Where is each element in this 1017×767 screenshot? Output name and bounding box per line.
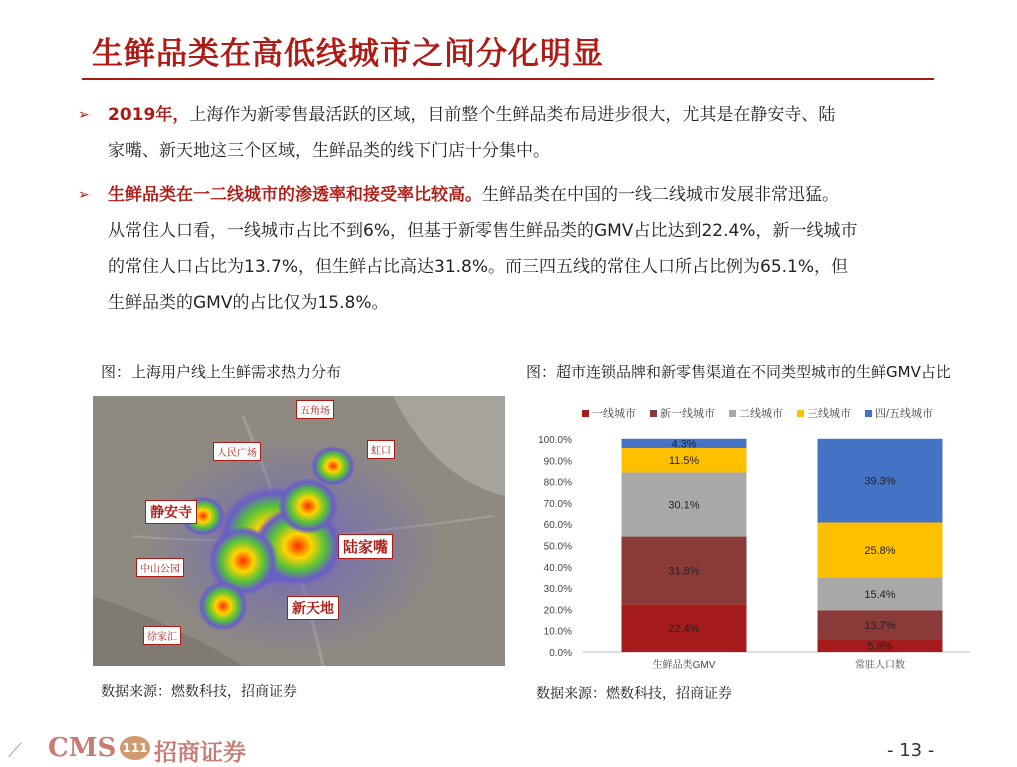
map-label-jingansi: 静安寺 xyxy=(145,500,197,524)
corner-decoration-icon: ⟋ xyxy=(8,738,22,762)
chart-svg xyxy=(530,395,990,677)
bullet-1 xyxy=(78,97,978,169)
data-label-1-4: 39.3% xyxy=(864,475,896,488)
bullet-arrow-icon: ➢ xyxy=(78,107,90,123)
y-tick-label: 40.0% xyxy=(543,562,572,574)
data-label-0-1: 31.8% xyxy=(668,565,700,578)
legend-swatch-4 xyxy=(865,410,872,417)
bullet-1-highlight: 2019年， xyxy=(108,105,190,125)
title-divider xyxy=(82,78,934,80)
bullet-2 xyxy=(78,177,978,321)
page-number: - 13 - xyxy=(887,740,935,761)
bullet-arrow-icon: ➢ xyxy=(78,187,90,203)
legend-label-2: 二线城市 xyxy=(739,408,783,420)
data-label-1-3: 25.8% xyxy=(864,544,896,557)
map-label-wujiaochang: 五角场 xyxy=(296,400,334,419)
left-figure-caption: 图：上海用户线上生鲜需求热力分布 xyxy=(101,363,342,381)
map-label-renminguangchang: 人民广场 xyxy=(213,442,261,461)
bullet-1-line-2: 家嘴、新天地这三个区域，生鲜品类的线下门店十分集中。 xyxy=(108,141,550,161)
data-label-1-2: 15.4% xyxy=(864,588,896,601)
data-label-0-3: 11.5% xyxy=(668,455,700,468)
heatmap-image xyxy=(93,396,505,666)
bullet-2-line-1: 生鲜品类在中国的一线二线城市发展非常迅猛。 xyxy=(482,185,839,205)
company-name: 招商证券 xyxy=(154,739,246,766)
cms-logo: CMS xyxy=(48,733,117,763)
y-tick-label: 30.0% xyxy=(543,584,572,596)
legend-swatch-0 xyxy=(582,410,589,417)
cms-emblem-icon: 111 xyxy=(120,736,150,760)
y-tick-label: 20.0% xyxy=(543,605,572,617)
map-label-lujiazui: 陆家嘴 xyxy=(338,534,393,559)
bullet-2-line-3: 的常住人口占比为13.7%，但生鲜占比高达31.8%。而三四五线的常住人口所占比例为65.1%，但 xyxy=(108,257,849,277)
data-label-0-2: 30.1% xyxy=(668,499,700,512)
data-label-1-0: 5.9% xyxy=(867,640,893,653)
legend-swatch-2 xyxy=(729,410,736,417)
map-label-zhongshangongyuan: 中山公园 xyxy=(136,558,184,577)
right-data-source: 数据来源：燃数科技，招商证券 xyxy=(536,686,732,702)
legend-label-1: 新一线城市 xyxy=(660,408,715,420)
y-tick-label: 0.0% xyxy=(549,648,572,659)
y-tick-label: 60.0% xyxy=(543,520,572,532)
legend-label-3: 三线城市 xyxy=(807,408,851,420)
data-label-1-1: 13.7% xyxy=(864,619,896,632)
data-label-0-0: 22.4% xyxy=(668,623,700,636)
y-tick-label: 90.0% xyxy=(543,456,572,468)
bullet-1-line-1: 上海作为新零售最活跃的区域，目前整个生鲜品类布局进步很大，尤其是在静安寺、陆 xyxy=(189,105,836,125)
bullet-2-line-4: 生鲜品类的GMV的占比仅为15.8%。 xyxy=(108,293,389,313)
y-tick-label: 10.0% xyxy=(543,626,572,638)
bullet-2-line-2: 从常住人口看，一线城市占比不到6%，但基于新零售生鲜品类的GMV占比达到22.4%，新一线城市 xyxy=(108,221,858,241)
page-title: 生鲜品类在高低线城市之间分化明显 xyxy=(92,36,604,72)
y-tick-label: 100.0% xyxy=(538,435,572,446)
map-label-xintiandi: 新天地 xyxy=(287,596,339,620)
map-label-xujiahui: 徐家汇 xyxy=(143,626,181,645)
map-label-hongkou: 虹口 xyxy=(367,440,395,459)
y-tick-label: 50.0% xyxy=(543,541,572,553)
gmv-share-chart xyxy=(530,395,990,677)
legend-label-0: 一线城市 xyxy=(592,408,636,420)
legend-swatch-1 xyxy=(650,410,657,417)
x-tick-label-0: 生鲜品类GMV xyxy=(652,660,716,671)
legend-swatch-3 xyxy=(797,410,804,417)
y-tick-label: 80.0% xyxy=(543,477,572,489)
x-tick-label-1: 常驻人口数 xyxy=(855,660,905,671)
right-figure-caption: 图：超市连锁品牌和新零售渠道在不同类型城市的生鲜GMV占比 xyxy=(526,363,951,381)
legend-label-4: 四/五线城市 xyxy=(875,408,934,420)
bullet-2-highlight: 生鲜品类在一二线城市的渗透率和接受率比较高。 xyxy=(108,185,482,205)
y-tick-label: 70.0% xyxy=(543,498,572,510)
left-data-source: 数据来源：燃数科技，招商证券 xyxy=(101,684,297,700)
data-label-0-4: 4.3% xyxy=(671,438,697,451)
